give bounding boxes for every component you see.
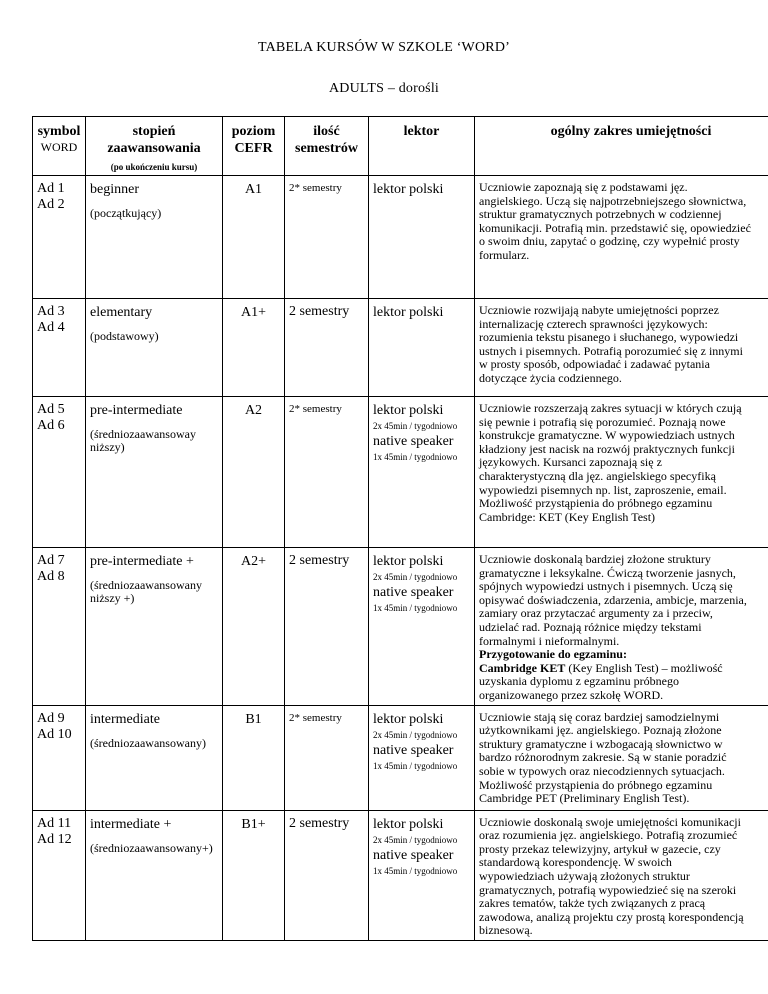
lecturer-native: native speaker bbox=[373, 434, 454, 449]
description-line: Uczniowie doskonalą swoje umiejętności komunikacji bbox=[479, 814, 741, 829]
course-lecturer bbox=[369, 397, 475, 548]
description-line: prosty przekaz telewizyjny, artykuł w gazecie, czy bbox=[479, 841, 721, 856]
header-cefr: poziom CEFR bbox=[223, 117, 285, 176]
cefr-level: A1 bbox=[223, 176, 285, 299]
lecturer-polish: lektor polski bbox=[373, 305, 444, 320]
description-line: angielskiego. Uczą się najpotrzebniejszego słownictwa, bbox=[479, 193, 747, 208]
course-lecturer bbox=[369, 810, 475, 940]
header-level: stopień zaawansowania (po ukończeniu kursu) bbox=[86, 117, 223, 176]
lecturer-native-hours: 1x 45min / tygodniowo bbox=[373, 603, 458, 613]
exam-heading: Przygotowanie do egzaminu: bbox=[479, 647, 627, 662]
course-description bbox=[475, 299, 768, 397]
description-line: struktury gramatyczne i wzbogacają słownictwo w bbox=[479, 736, 723, 751]
course-symbol: Ad 7 Ad 8 bbox=[33, 548, 86, 706]
table-row bbox=[33, 548, 768, 706]
description-line: komunikacji. Potrafią min. przedstawić się, opowiedzieć bbox=[479, 220, 751, 235]
semesters-count: 2* semestry bbox=[285, 176, 369, 299]
description-line: w prosty sposób, odpowiadać i zadawać pytania bbox=[479, 357, 710, 372]
course-description bbox=[475, 176, 768, 299]
description-line: bardzo różnorodnym zakresie. Są w stanie poradzić bbox=[479, 750, 727, 765]
description-line: sobie w typowych oraz niecodziennych sytuacjach. bbox=[479, 763, 725, 778]
course-symbol: Ad 1 Ad 2 bbox=[33, 176, 86, 299]
lecturer-polish-hours: 2x 45min / tygodniowo bbox=[373, 834, 458, 845]
lecturer-polish: lektor polski bbox=[373, 816, 444, 832]
table-body bbox=[33, 176, 768, 941]
cefr-level: B1+ bbox=[223, 810, 285, 940]
lecturer-native-hours: 1x 45min / tygodniowo bbox=[373, 452, 458, 462]
table-row bbox=[33, 705, 768, 810]
description-line: zawodowa, analizą projektu czy prostą korespondencją bbox=[479, 909, 744, 924]
lecturer-native-hours: 1x 45min / tygodniowo bbox=[373, 760, 458, 771]
document-subtitle: ADULTS – dorośli bbox=[328, 81, 440, 96]
document-title: TABELA KURSÓW W SZKOLE ‘WORD’ bbox=[257, 40, 510, 55]
description-line: Uczniowie stają się coraz bardziej samodzielnymi bbox=[479, 709, 720, 724]
semesters-count: 2* semestry bbox=[285, 705, 369, 810]
cefr-level: A2 bbox=[223, 397, 285, 548]
course-symbol: Ad 3 Ad 4 bbox=[33, 299, 86, 397]
course-level bbox=[86, 176, 223, 299]
lecturer-native: native speaker bbox=[373, 742, 454, 758]
course-description bbox=[475, 810, 768, 940]
description-line: wypowiedzi pisemnych np. list, zaproszenie, email. bbox=[479, 482, 727, 497]
course-level bbox=[86, 299, 223, 397]
description-line: formularz. bbox=[479, 247, 530, 262]
description-line: wypowiedziach używają złożonych struktur bbox=[479, 868, 690, 883]
description-line: Uczniowie rozwijają nabyte umiejętności poprzez bbox=[479, 303, 719, 317]
table-row bbox=[33, 810, 768, 940]
description-line: Cambridge: KET (Key English Test) bbox=[479, 509, 656, 524]
description-line: oraz rozumienia jęz. angielskiego. Potrafią zrozumieć bbox=[479, 828, 738, 843]
course-level bbox=[86, 810, 223, 940]
lecturer-polish-hours: 2x 45min / tygodniowo bbox=[373, 421, 458, 431]
level-english: beginner bbox=[90, 182, 139, 197]
table-row bbox=[33, 397, 768, 548]
course-level bbox=[86, 548, 223, 706]
description-line: gramatycznych, potrafią wypowiedzieć się na szeroki bbox=[479, 882, 737, 897]
header-lecturer: lektor bbox=[369, 117, 475, 176]
course-symbol: Ad 5 Ad 6 bbox=[33, 397, 86, 548]
course-lecturer bbox=[369, 705, 475, 810]
description-line: Cambridge PET (Preliminary English Test). bbox=[479, 791, 690, 806]
semesters-count: 2 semestry bbox=[285, 299, 369, 397]
course-lecturer bbox=[369, 548, 475, 706]
description-line: kładziony jest nacisk na rozwój praktycznych funkcji bbox=[479, 441, 735, 456]
header-symbol: symbol WORD bbox=[33, 117, 86, 176]
description-line: konstrukcje gramatyczne. W wypowiedziach ustnych bbox=[479, 428, 735, 443]
semesters-count: 2 semestry bbox=[285, 810, 369, 940]
level-english: elementary bbox=[90, 305, 153, 320]
course-lecturer bbox=[369, 176, 475, 299]
description-line: zamiary oraz przytaczać argumenty za i przeciw, bbox=[479, 606, 713, 621]
description-line: charakterystyczną dla jęz. angielskiego specyfiką bbox=[479, 468, 716, 483]
course-symbol: Ad 11 Ad 12 bbox=[33, 810, 86, 940]
table-header-row bbox=[33, 117, 768, 176]
description-line: formalnymi i nieformalnymi. bbox=[479, 633, 620, 648]
lecturer-polish: lektor polski bbox=[373, 403, 444, 418]
cefr-level: A1+ bbox=[223, 299, 285, 397]
level-polish: (średniozaawansowany niższy +) bbox=[90, 578, 202, 605]
lecturer-polish-hours: 2x 45min / tygodniowo bbox=[373, 572, 458, 582]
description-line: Uczniowie zapoznają się z podstawami jęz. bbox=[479, 180, 688, 194]
course-symbol: Ad 9 Ad 10 bbox=[33, 705, 86, 810]
header-skills: ogólny zakres umiejętności bbox=[475, 117, 768, 176]
level-polish: (średniozaawansowany+) bbox=[90, 840, 213, 855]
level-english: intermediate + bbox=[90, 816, 172, 832]
lecturer-polish-hours: 2x 45min / tygodniowo bbox=[373, 729, 458, 740]
level-polish: (podstawowy) bbox=[90, 329, 159, 343]
courses-table bbox=[32, 116, 768, 941]
description-line: ustnych i pisemnych. Potrafią porozumieć się z innymi bbox=[479, 343, 743, 358]
description-line: struktur gramatycznych potrzebnych w codziennej bbox=[479, 207, 722, 222]
course-description bbox=[475, 548, 768, 706]
description-line: użytkownikami jęz. angielskiego. Poznają złożone bbox=[479, 723, 722, 738]
level-polish: (średniozaawansoway niższy) bbox=[90, 427, 196, 454]
exam-line: organizowanego przez szkołę WORD. bbox=[479, 687, 664, 702]
description-line: standardową korespondencję. W swoich bbox=[479, 855, 672, 870]
description-line: rozumienia tekstu pisanego i słuchanego, wypowiedzi bbox=[479, 330, 739, 345]
level-english: pre-intermediate + bbox=[90, 554, 194, 569]
header-semesters: ilość semestrów bbox=[285, 117, 369, 176]
cefr-level: A2+ bbox=[223, 548, 285, 706]
course-lecturer bbox=[369, 299, 475, 397]
course-description bbox=[475, 397, 768, 548]
description-line: spójnych wypowiedzi ustnych i pisemnych. Uczą się bbox=[479, 579, 733, 594]
table-row bbox=[33, 299, 768, 397]
description-line: językowych. Kursanci zapoznają się z bbox=[479, 455, 662, 470]
course-level bbox=[86, 397, 223, 548]
lecturer-native: native speaker bbox=[373, 585, 454, 600]
description-line: się pewnie i potrafią się porozumieć. Poznają nowe bbox=[479, 414, 726, 429]
description-line: Uczniowie rozszerzają zakres sytuacji w których czują bbox=[479, 401, 742, 415]
description-line: o swoim dniu, zapytać o godzinę, czy wypełnić prosty bbox=[479, 234, 740, 249]
level-english: intermediate bbox=[90, 711, 160, 727]
description-line: internalizację czterech sprawności językowych: bbox=[479, 316, 708, 331]
semesters-count: 2 semestry bbox=[285, 548, 369, 706]
cefr-level: B1 bbox=[223, 705, 285, 810]
level-polish: (średniozaawansowany) bbox=[90, 735, 206, 750]
description-line: Uczniowie doskonalą bardziej złożone struktury bbox=[479, 552, 711, 566]
description-line: gramatyczne i leksykalne. Ćwiczą tworzenie jasnych, bbox=[479, 565, 736, 580]
description-line: opisywać doświadczenia, zdarzenia, ambicje, marzenia, bbox=[479, 592, 747, 607]
description-line: udzielać rad. Poznają różnice między tekstami bbox=[479, 619, 702, 634]
exam-line: uzyskania dyplomu z egzaminu próbnego bbox=[479, 674, 679, 689]
description-line: biznesową. bbox=[479, 923, 533, 938]
description-line: zakres tematów, także tych związanych z pracą bbox=[479, 896, 706, 911]
lecturer-polish: lektor polski bbox=[373, 182, 444, 197]
course-level bbox=[86, 705, 223, 810]
course-description bbox=[475, 705, 768, 810]
lecturer-native-hours: 1x 45min / tygodniowo bbox=[373, 865, 458, 876]
level-polish: (początkujący) bbox=[90, 206, 162, 220]
level-english: pre-intermediate bbox=[90, 403, 183, 418]
description-line: Możliwość przystąpienia do próbnego egzaminu bbox=[479, 496, 713, 511]
semesters-count: 2* semestry bbox=[285, 397, 369, 548]
exam-line: Cambridge KET (Key English Test) – możliwość bbox=[479, 660, 723, 675]
lecturer-polish: lektor polski bbox=[373, 711, 444, 727]
lecturer-native: native speaker bbox=[373, 847, 454, 863]
lecturer-polish: lektor polski bbox=[373, 554, 444, 569]
description-line: Możliwość przystąpienia do próbnego egzaminu bbox=[479, 777, 713, 792]
description-line: dotyczące życia codziennego. bbox=[479, 370, 622, 385]
table-row bbox=[33, 176, 768, 299]
